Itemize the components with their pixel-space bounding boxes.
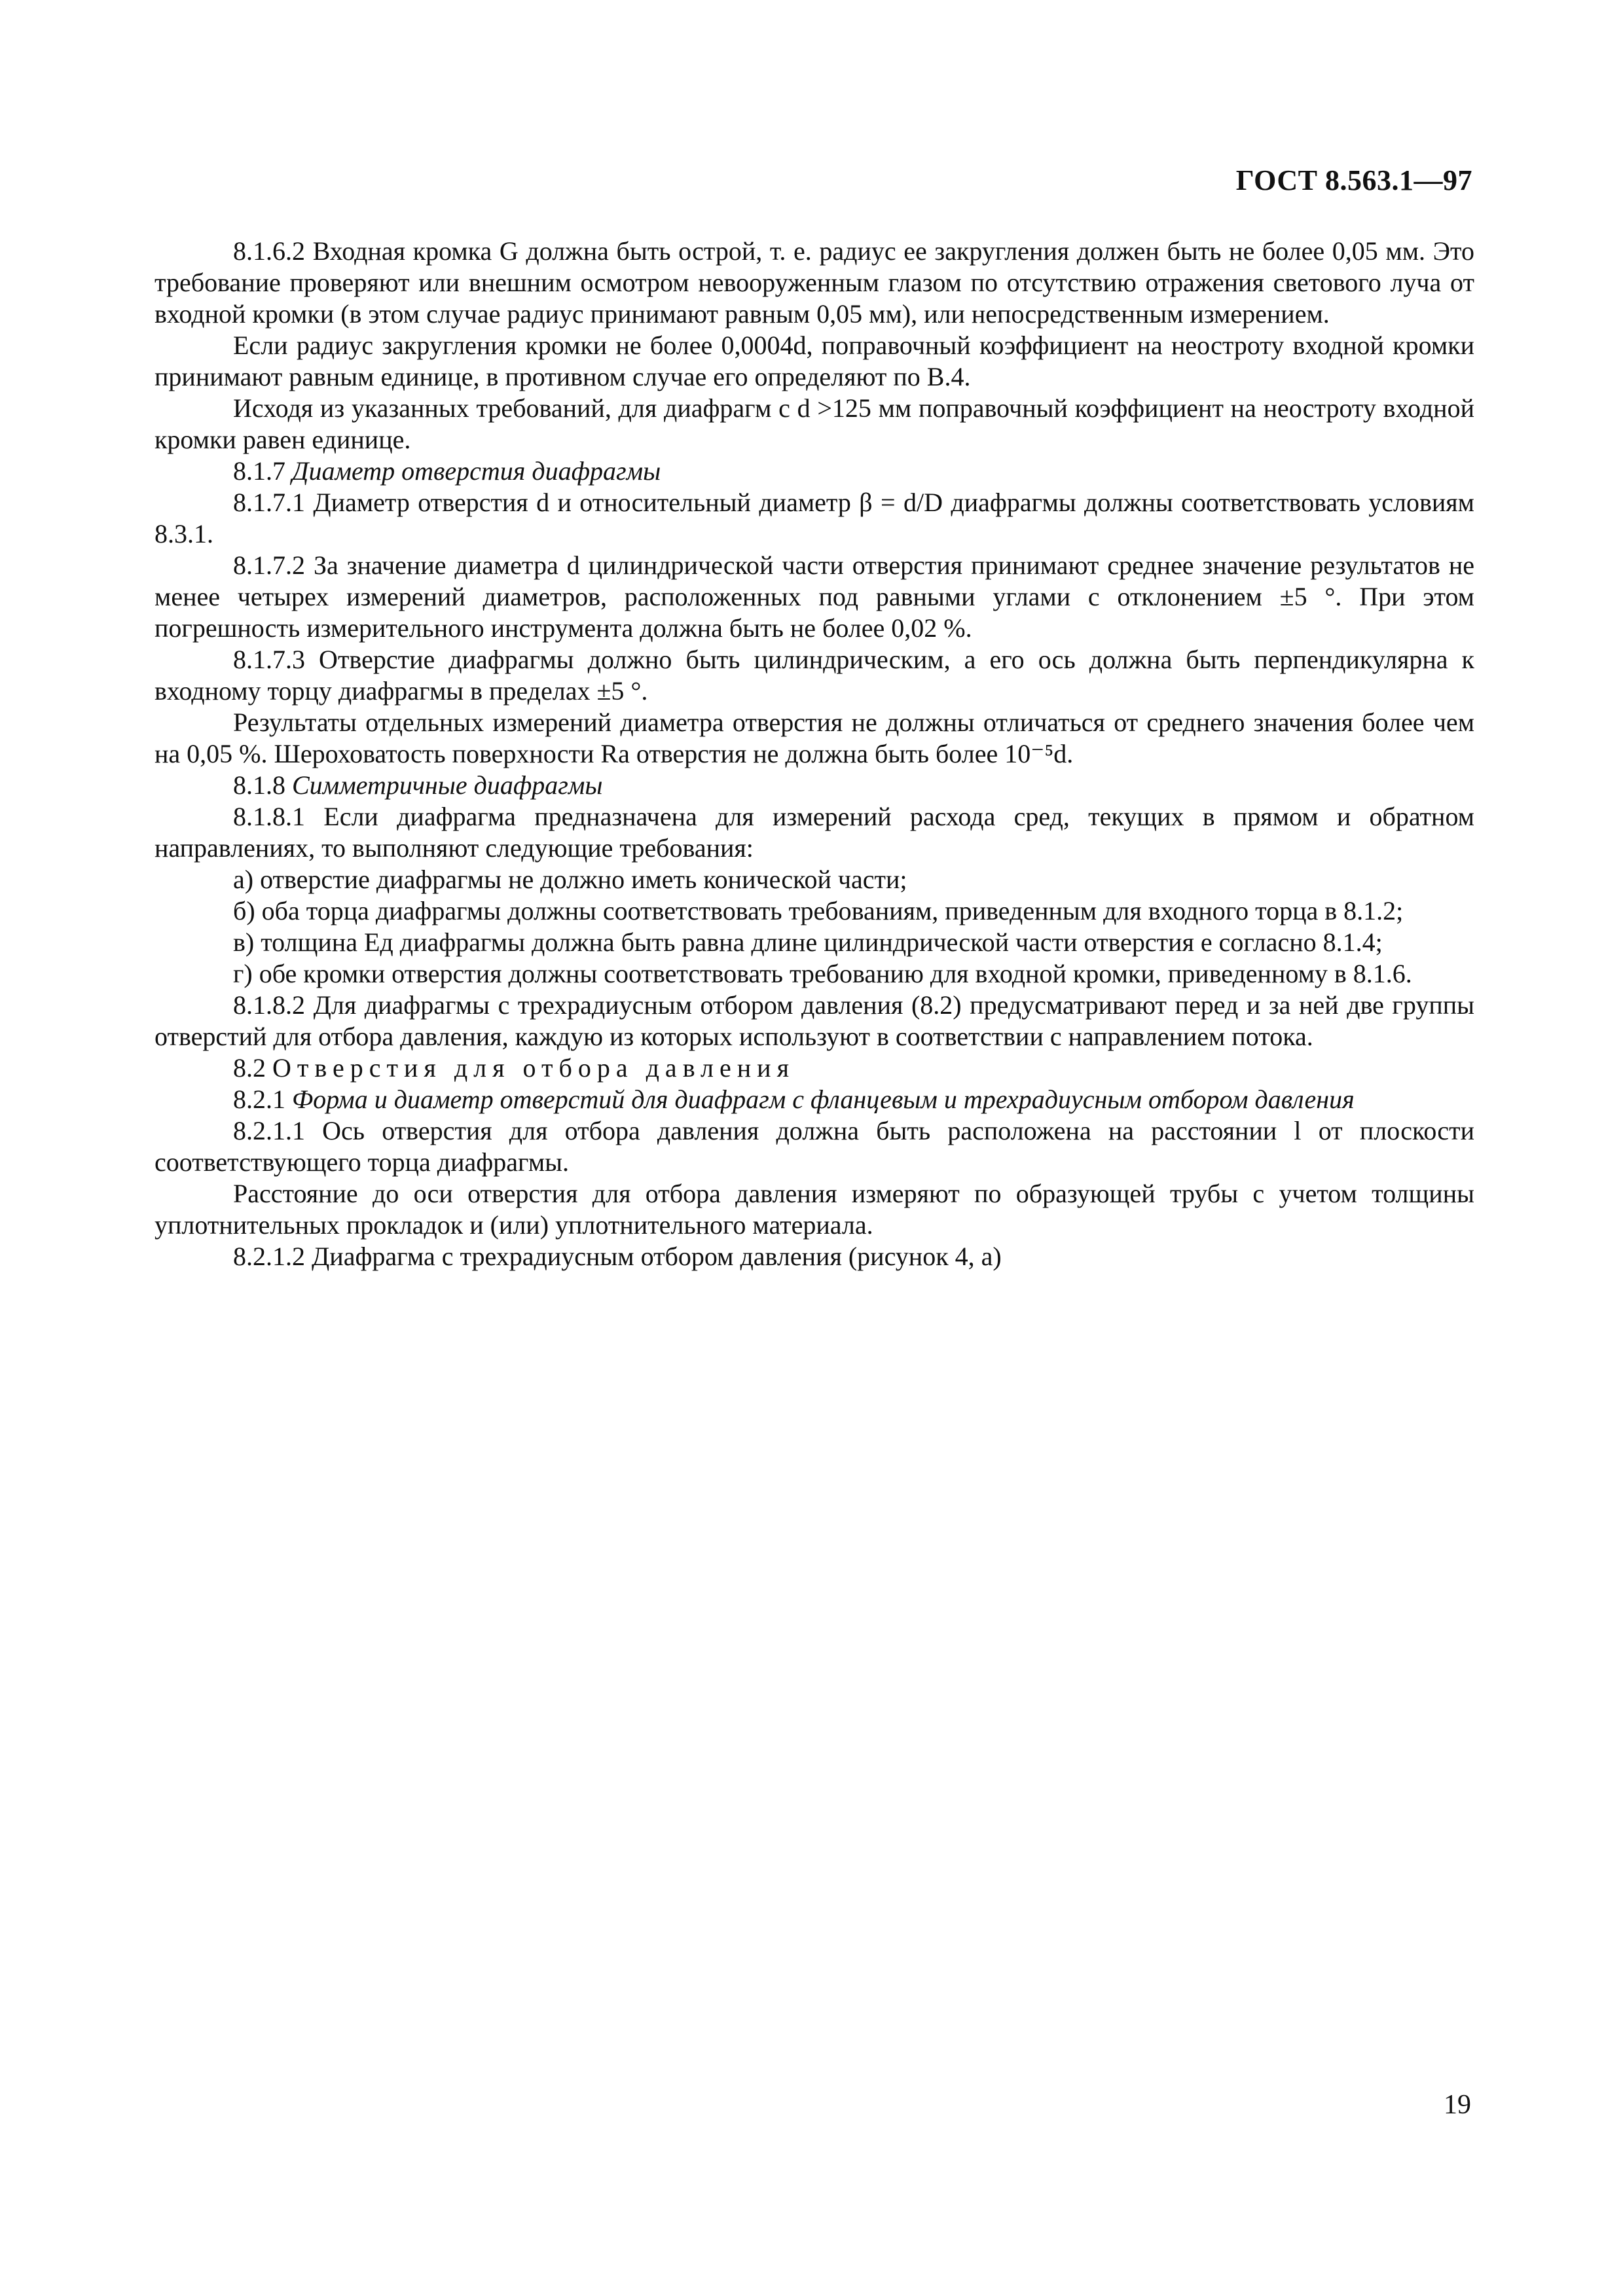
section-number: 8.1.7 [233, 456, 285, 486]
section-title: Диаметр отверстия диафрагмы [292, 456, 661, 486]
section-title: Симметричные диафрагмы [292, 770, 603, 800]
paragraph: 8.2.1.2 Диафрагма с трехрадиусным отбором давления (рисунок 4, а) [233, 1242, 1002, 1271]
paragraph: Если радиус закругления кромки не более 0,0004d, поправочный коэффициент на неостроту входной кромки принимают равным единице, в противном случае его определяют по В.4. [155, 331, 1474, 391]
paragraph: 8.1.7.3 Отверстие диафрагмы должно быть цилиндрическим, а его ось должна быть перпендикулярна к входному торцу диафрагмы в пределах ±5 °. [155, 645, 1474, 706]
document-body [155, 236, 1474, 1272]
paragraph: Расстояние до оси отверстия для отбора давления измеряют по образующей трубы с учетом толщины уплотнительных прокладок и (или) уплотнительного материала. [155, 1179, 1474, 1240]
paragraph: 8.1.6.2 Входная кромка G должна быть острой, т. е. радиус ее закругления должен быть не более 0,05 мм. Это требование проверяют или внешним осмотром невооруженным глазом по отсутствию отражения светового луча от входной кромки (в этом случае радиус принимают равным 0,05 мм), или непосредственным измерением. [155, 236, 1474, 329]
section-number: 8.2 [233, 1053, 266, 1083]
section-title: Форма и диаметр отверстий для диафрагм с фланцевым и трехрадиусным отбором давления [292, 1085, 1355, 1114]
paragraph: 8.1.7.2 За значение диаметра d цилиндрической части отверстия принимают среднее значение результатов не менее четырех измерений диаметров, расположенных под равными углами с отклонением ±5 °. При этом погрешность измерительного инструмента должна быть не более 0,02 %. [155, 550, 1474, 643]
list-item: б) оба торца диафрагмы должны соответствовать требованиям, приведенным для входного торца в 8.1.2; [233, 896, 1404, 925]
paragraph: Результаты отдельных измерений диаметра отверстия не должны отличаться от среднего значения более чем на 0,05 %. Шероховатость поверхности Ra отверстия не должна быть более 10⁻⁵d. [155, 708, 1474, 768]
page-number: 19 [1444, 2090, 1471, 2120]
section-title: Отверстия для отбора давления [272, 1053, 795, 1083]
document-code: ГОСТ 8.563.1—97 [1235, 164, 1472, 196]
paragraph: 8.1.7.1 Диаметр отверстия d и относительный диаметр β = d/D диафрагмы должны соответствовать условиям 8.3.1. [155, 488, 1474, 548]
list-item: г) обе кромки отверстия должны соответствовать требованию для входной кромки, приведенному в 8.1.6. [233, 959, 1412, 988]
section-heading [155, 456, 1474, 487]
paragraph: 8.2.1.1 Ось отверстия для отбора давления должна быть расположена на расстоянии l от плоскости соответствующего торца диафрагмы. [155, 1116, 1474, 1177]
section-heading [155, 770, 1474, 801]
list-item: а) отверстие диафрагмы не должно иметь конической части; [233, 865, 907, 894]
section-number: 8.1.8 [233, 770, 285, 800]
section-number: 8.2.1 [233, 1085, 285, 1114]
section-heading [155, 1052, 1474, 1084]
paragraph: 8.1.8.1 Если диафрагма предназначена для измерений расхода сред, текущих в прямом и обратном направлениях, то выполняют следующие требования: [155, 802, 1474, 863]
paragraph: Исходя из указанных требований, для диафрагм с d >125 мм поправочный коэффициент на неостроту входной кромки равен единице. [155, 393, 1474, 454]
section-heading [155, 1084, 1474, 1115]
list-item: в) толщина Eд диафрагмы должна быть равна длине цилиндрической части отверстия e согласно 8.1.4; [233, 927, 1383, 957]
paragraph: 8.1.8.2 Для диафрагмы с трехрадиусным отбором давления (8.2) предусматривают перед и за ней две группы отверстий для отбора давления, каждую из которых используют в соответствии с направлением потока. [155, 990, 1474, 1051]
